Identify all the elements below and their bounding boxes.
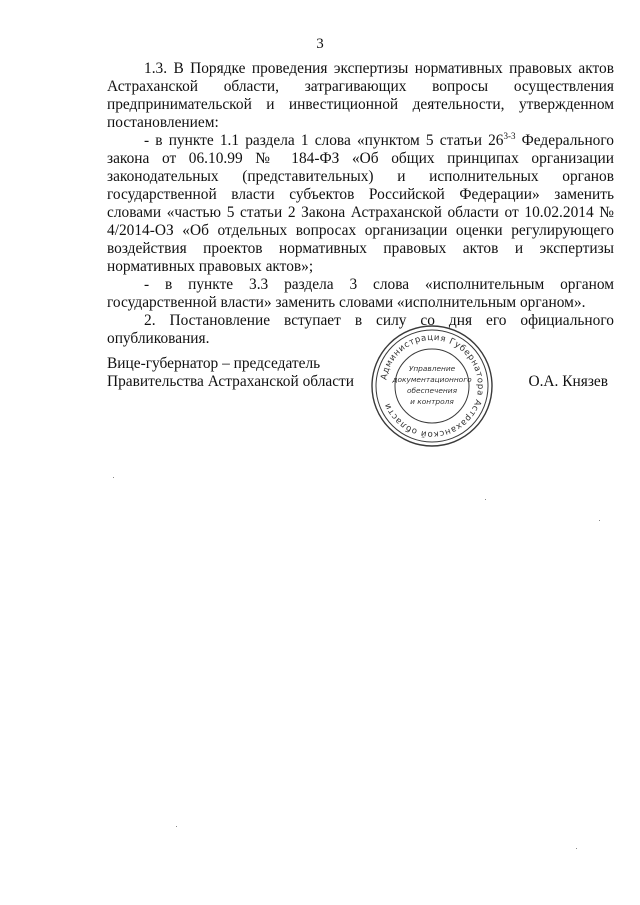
paragraph-1-3-intro: 1.3. В Порядке проведения экспертизы нормативных правовых актов Астраханской области, затрагивающих вопросы осуществления предпринимательской и инвестиционной деятельности, утвержденном постановлением: — [107, 60, 614, 131]
scan-speck — [485, 499, 486, 500]
paragraph-2: 2. Постановление вступает в силу со дня его официального опубликования. — [107, 312, 614, 347]
page-number: 3 — [316, 36, 324, 52]
seal-ring-text: Администрация Губернатора Астраханской области — [379, 332, 486, 440]
article-superscript: 3-3 — [503, 131, 516, 141]
scan-speck — [113, 477, 114, 478]
paragraph-1-3-item-2: - в пункте 3.3 раздела 3 слова «исполнительным органом государственной власти» заменить словами «исполнительным органом». — [107, 276, 614, 311]
paragraph-1-3-item-1 — [107, 132, 614, 276]
seal-center-line-1: Управление — [408, 364, 456, 373]
item-1-text-end: Федерального закона от 06.10.99 № 184-ФЗ «Об общих принципах организации законодательных (представительных) и исполнительных органов государственной власти субъектов Российской Федерации» заменить словами «частью 5 статьи 2 Закона Астраханской области от 10.02.2014 № 4/2014-ОЗ «Об отдельных вопросах организации оценки регулирующего воздействия проектов нормативных правовых актов и экспертизы нормативных правовых актов»; — [107, 132, 615, 275]
signatory-name: О.А. Князев — [528, 373, 608, 390]
signatory-position-line-2: Правительства Астраханской области — [107, 373, 355, 390]
seal-center-line-4: и контроля — [410, 397, 454, 406]
signatory-position-line-1: Вице-губернатор – председатель — [107, 355, 321, 372]
document-body — [107, 60, 614, 348]
seal-center-line-3: обеспечения — [406, 386, 458, 395]
seal-center-line-2: документационного — [392, 375, 472, 384]
scan-speck — [576, 848, 577, 849]
item-1-text-start: - в пункте 1.1 раздела 1 слова «пунктом 5 статьи 26 — [144, 132, 504, 149]
signatory-position — [107, 355, 354, 391]
official-seal — [369, 323, 495, 449]
scan-speck — [599, 520, 600, 521]
scan-speck — [176, 826, 177, 827]
